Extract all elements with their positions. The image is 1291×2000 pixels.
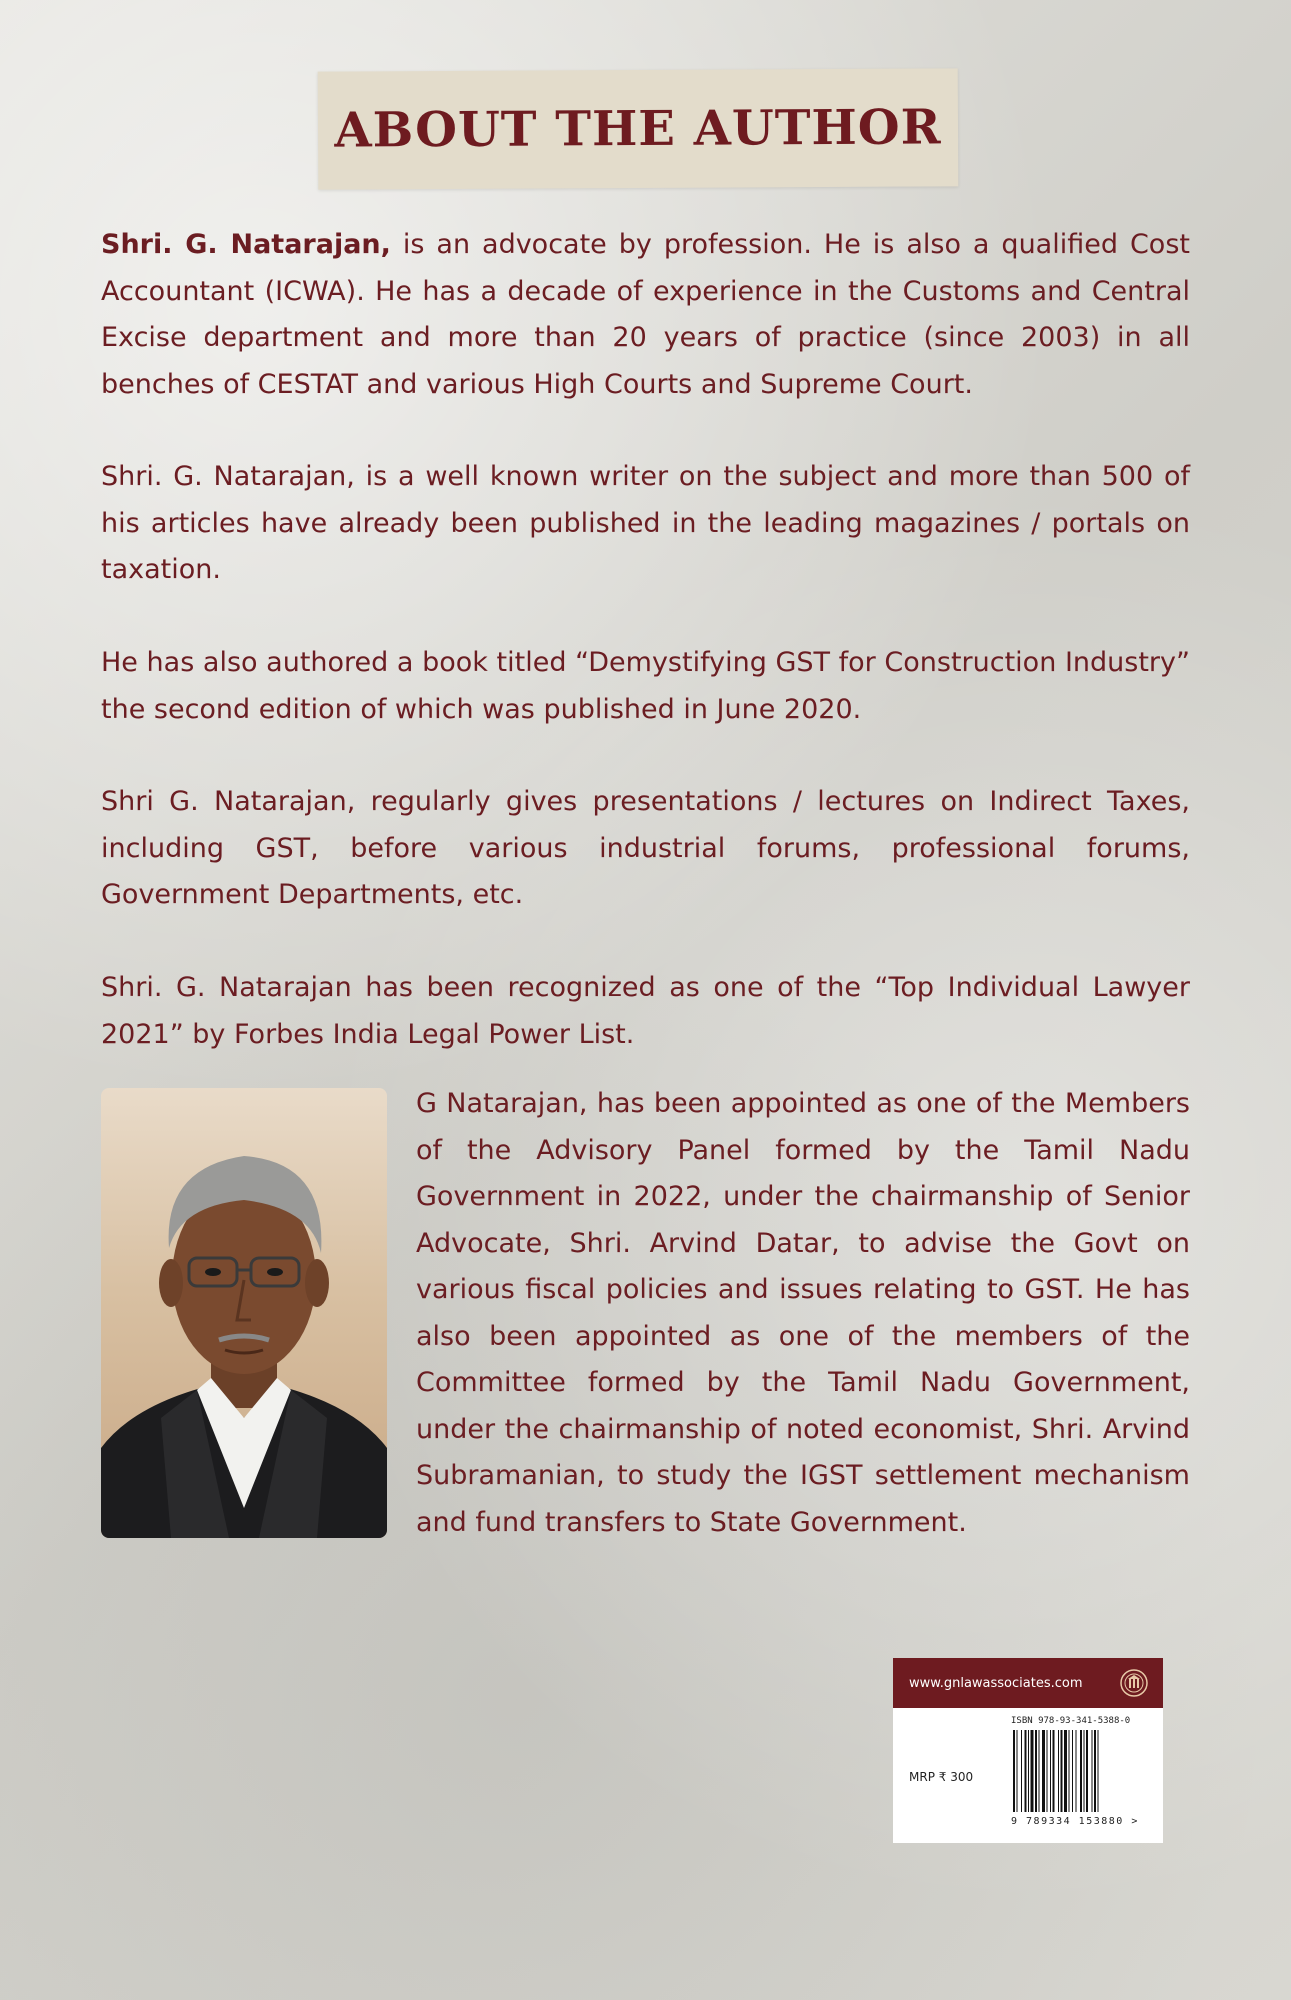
gn-law-associates-logo-icon [1119,1668,1149,1698]
paragraph-recognition: Shri. G. Natarajan has been recognized as one of the “Top Individual Lawyer 2021” by Forbes India Legal Power List. [101,972,1190,1050]
barcode-icon [1011,1730,1151,1814]
isbn-label: ISBN 978-93-341-5388-0 [1011,1716,1131,1726]
barcode-number: 9 789334 153880 > [1011,1816,1139,1827]
author-photo [101,1088,387,1538]
author-name: Shri. G. Natarajan, [101,229,391,260]
paragraph-writer: Shri. G. Natarajan, is a well known writer on the subject and more than 500 of his articles have already been published in the leading magazines / portals on taxation. [101,461,1190,585]
barcode-panel [893,1658,1163,1843]
barcode-header [893,1658,1163,1708]
page-title: ABOUT THE AUTHOR [334,99,942,159]
paragraph-advisory: G Natarajan, has been appointed as one of the Members of the Advisory Panel formed by the Tamil Nadu Government in 2022, under the chairmanship of Senior Advocate, Shri. Arvind Datar, to advise the Govt on various fiscal policies and issues relating to GST. He has also been appointed as one of the members of the Committee formed by the Tamil Nadu Government, under the chairmanship of noted economist, Shri. Arvind Subramanian, to study the IGST settlement mechanism and fund transfers to State Government. [416,1088,1190,1538]
author-portrait-icon [101,1088,387,1538]
paragraph-book: He has also authored a book titled “Demystifying GST for Construction Industry” the second edition of which was published in June 2020. [101,647,1190,725]
intro-text: is an advocate by profession. He is also a qualified Cost Accountant (ICWA). He has a decade of experience in the Customs and Central Excise department and more than 20 years of practice (since 2003) in all benches of CESTAT and various High Courts and Supreme Court. [101,229,1190,400]
website-link[interactable]: www.gnlawassociates.com [909,1675,1083,1691]
paragraph-lectures: Shri G. Natarajan, regularly gives presentations / lectures on Indirect Taxes, including GST, before various industrial forums, professional forums, Government Departments, etc. [101,786,1190,910]
title-band [318,68,959,189]
paragraph-intro [101,222,1190,408]
price-label: MRP ₹ 300 [909,1770,974,1784]
